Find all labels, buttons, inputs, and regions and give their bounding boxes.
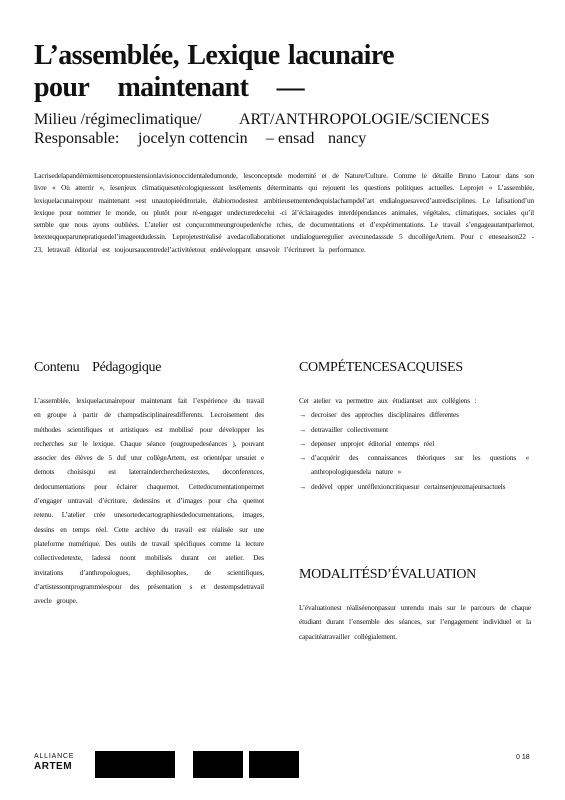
title-word: Lexique bbox=[187, 40, 280, 71]
list-item-text: d’acquérir des connaissances théoriques sur les questions « anthropologiquesdela nature » bbox=[311, 453, 529, 477]
list-item bbox=[299, 451, 529, 480]
responsable-city: nancy bbox=[328, 130, 367, 147]
competences-heading bbox=[299, 360, 529, 376]
page-title-line-2 bbox=[34, 72, 304, 104]
responsable-row bbox=[34, 129, 534, 148]
arrow-icon: → bbox=[299, 410, 307, 420]
page-number: 0 18 bbox=[516, 754, 530, 761]
title-word: L’assemblée, bbox=[34, 40, 179, 71]
arrow-icon: → bbox=[299, 481, 307, 491]
modalites-body: L’évaluationest réaliséenonpassur unrendu mais sur le parcours de chaque étudiant durant l’ensemble des séances, sur l’engagement individuel et la capacitéatravailler collégialement. bbox=[299, 603, 531, 641]
title-word: pour bbox=[34, 72, 90, 103]
redacted-logo-3 bbox=[249, 751, 299, 778]
list-item bbox=[299, 437, 529, 451]
arrow-icon: → bbox=[299, 453, 307, 463]
title-word: — bbox=[276, 72, 304, 103]
modalites-section bbox=[299, 567, 531, 644]
intro-paragraph: Lacrisedelapandémiemisenceroptuestensionlavisionoccidentaledumonde, lesconceptsde modernité et de Nature/Culture. Comme le détaille Bruno Latour dans son livre « Où atterrir », lesenjeux climatiquesetécologiquessont lesélements déterminants qui rejouent les questions politiques actuelles. Leprojet « L’assemblée, lexiquelacunairepour maintenant »est unautopieéditoriale, élabiornodestest ambitieusementendequislachampdel’art endialoguesavecd’autredisciplines. Le lafisationd’un lexique pour nommer le monde, ou plutôt pour ré-engager undecturedecelui -ci àl’éclairagedes interdépendances animales, végétales, climatiques, sociales qu’il semble que nous ayons oubliées. L’atelier est conçucommeungroupederéche rches, de documentations et d’expérimentations. Le travail s’engageautantparlemot, letexteqqueparunepratiquedel’imageetdudessin. Leprojetestréalisé avedacollaborationet undialogueregulier avecunedasssde 5 ducollègeArtem. Pour c etteseaison22 - 23, letravail éditorial est toujoursaucentredel’activitéetout endéveloppant unsavoir l’écritureet la performance. bbox=[34, 171, 534, 254]
competences-list bbox=[299, 408, 529, 494]
responsable-first-name: jocelyn bbox=[138, 130, 186, 147]
list-item bbox=[299, 423, 529, 437]
logo-line-2: ARTEM bbox=[34, 761, 73, 772]
title-block bbox=[34, 40, 534, 148]
heading-word: COMPÉTENCES bbox=[299, 360, 397, 375]
competences-section bbox=[299, 360, 529, 494]
milieu-row bbox=[34, 110, 534, 129]
milieu-label: Milieu /régimeclimatique/ bbox=[34, 111, 202, 128]
responsable-last-name: cottencin bbox=[189, 130, 248, 147]
arrow-icon: → bbox=[299, 438, 307, 448]
title-word: lacunaire bbox=[287, 40, 394, 71]
heading-word: Pédagogique bbox=[92, 360, 162, 375]
page-title-line-1 bbox=[34, 40, 394, 72]
meta-block bbox=[34, 110, 534, 148]
responsable-label: Responsable: bbox=[34, 130, 120, 147]
heading-word: ACQUISES bbox=[396, 360, 463, 375]
list-item-text: decroiser des approches disciplinaires differentes bbox=[311, 410, 459, 420]
heading-word: Contenu bbox=[34, 360, 80, 375]
contenu-heading bbox=[34, 360, 264, 376]
title-word: maintenant bbox=[117, 72, 249, 103]
list-item-text: depenser unprojet éditorial entemps réel bbox=[311, 438, 435, 448]
logo-line-1: ALLIANCE bbox=[34, 753, 75, 760]
redacted-logo-1 bbox=[95, 751, 175, 778]
list-item bbox=[299, 408, 529, 422]
heading-word: D’ÉVALUATION bbox=[377, 567, 476, 582]
modalites-heading bbox=[299, 567, 531, 583]
contenu-pedagogique-section bbox=[34, 360, 264, 608]
list-item-text: detravailler collectivement bbox=[311, 424, 388, 434]
alliance-artem-logo bbox=[34, 752, 74, 772]
arrow-icon: → bbox=[299, 424, 307, 434]
list-item-text: dedével opper unréflexioncritiquesur certainsenjeuxmajeursactuels bbox=[311, 481, 506, 491]
redacted-logo-2 bbox=[193, 751, 243, 778]
contenu-body: L’assemblée, lexiquelacunairepour maintenant fait l’expérience du travail en groupe à partir de champsdisciplinairesdifferents. Lecroisement des méthodes scientifiques et artistiques est mobilisé pour développer les recherches sur le lexique. Chaque séance (ougroupedeséances ), pouvant associer des élèves de 5 duf utur collègeArtem, est orientépar unsuiet e demots choisisqui est laterraindercherchedestextes, deconferences, dedocumentations pour éclairer chaquemot. Cettedocumentationpermet d’engager untravail d’écriture, dedessins et d’images pour cha quemot retenu. L’atelier crée unesortedecartographiesdedocumentations, images, dessins en temps réel. Cette archive du travail est réalisée sur une plateforme numérique. Des outils de travail spécifiques comme la lecture collectivedetexte, ladessi noont mobilisés durant cet atelier. Des invitations d’anthropologues, dephilosophes, de scientifiques, d’artistessontprogramméespour des présentation s et destempsdetravail avecle groupe. bbox=[34, 396, 264, 606]
competences-intro: Cet atelier va permettre aux étudiantset aux collégiens : bbox=[299, 396, 477, 405]
milieu-value: ART/ANTHROPOLOGIE/SCIENCES bbox=[239, 111, 490, 128]
list-item bbox=[299, 480, 529, 494]
heading-word: MODALITÉS bbox=[299, 567, 378, 582]
responsable-school: – ensad bbox=[266, 130, 315, 147]
